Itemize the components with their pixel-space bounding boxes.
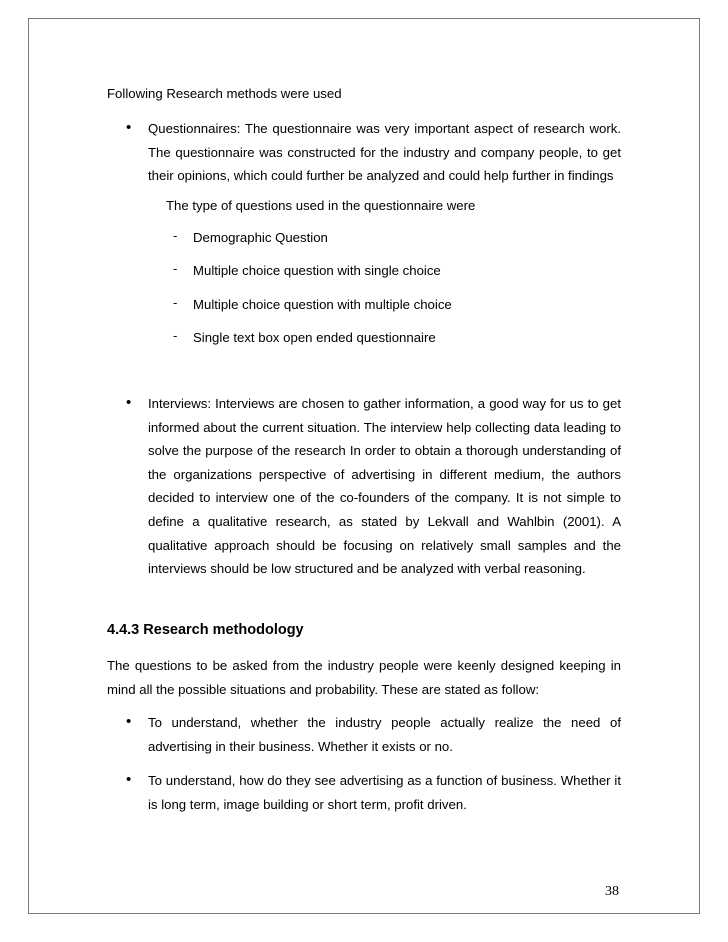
interviews-paragraph: Interviews: Interviews are chosen to gather information, a good way for us to get informed about the current situation. The interview help collecting data leading to solve the purpose of the research In order to obtain a thorough understanding of the organizations perspective of advertising in different medium, the authors decided to interview one of the co-founders of the company. It is not simple to define a qualitative research, as stated by Lekvall and Wahlbin (2001). A qualitative approach should be focusing on relatively small samples and the interviews should be low structured and be analyzed with verbal reasoning. — [148, 396, 621, 577]
page-number: 38 — [605, 884, 619, 899]
question-type-item: Multiple choice question with single choice — [193, 263, 441, 278]
bullet-icon: • — [126, 713, 132, 730]
section-heading: 4.4.3 Research methodology — [107, 622, 304, 638]
bullet-icon: • — [126, 119, 132, 136]
section-bullet-item: To understand, how do they see advertising as a function of business. Whether it is long term, image building or short term, profit driven. — [148, 773, 621, 812]
question-type-item: Multiple choice question with multiple choice — [193, 297, 452, 312]
section-bullet-item: To understand, whether the industry people actually realize the need of advertising in their business. Whether it exists or no. — [148, 715, 621, 754]
dash-icon: - — [173, 261, 178, 276]
bullet-icon: • — [126, 771, 132, 788]
intro-line: Following Research methods were used — [107, 86, 342, 101]
section-paragraph: The questions to be asked from the industry people were keenly designed keeping in mind all the possible situations and probability. These are stated as follow: — [107, 658, 621, 697]
question-type-item: Demographic Question — [193, 230, 328, 245]
dash-icon: - — [173, 295, 178, 310]
dash-icon: - — [173, 328, 178, 343]
dash-icon: - — [173, 228, 178, 243]
bullet-icon: • — [126, 394, 132, 411]
questionnaires-paragraph: Questionnaires: The questionnaire was very important aspect of research work. The questionnaire was constructed for the industry and company people, to get their opinions, which could further be analyzed and could help further in findings — [148, 121, 621, 184]
question-types-intro: The type of questions used in the questionnaire were — [166, 198, 476, 213]
question-type-item: Single text box open ended questionnaire — [193, 330, 436, 345]
